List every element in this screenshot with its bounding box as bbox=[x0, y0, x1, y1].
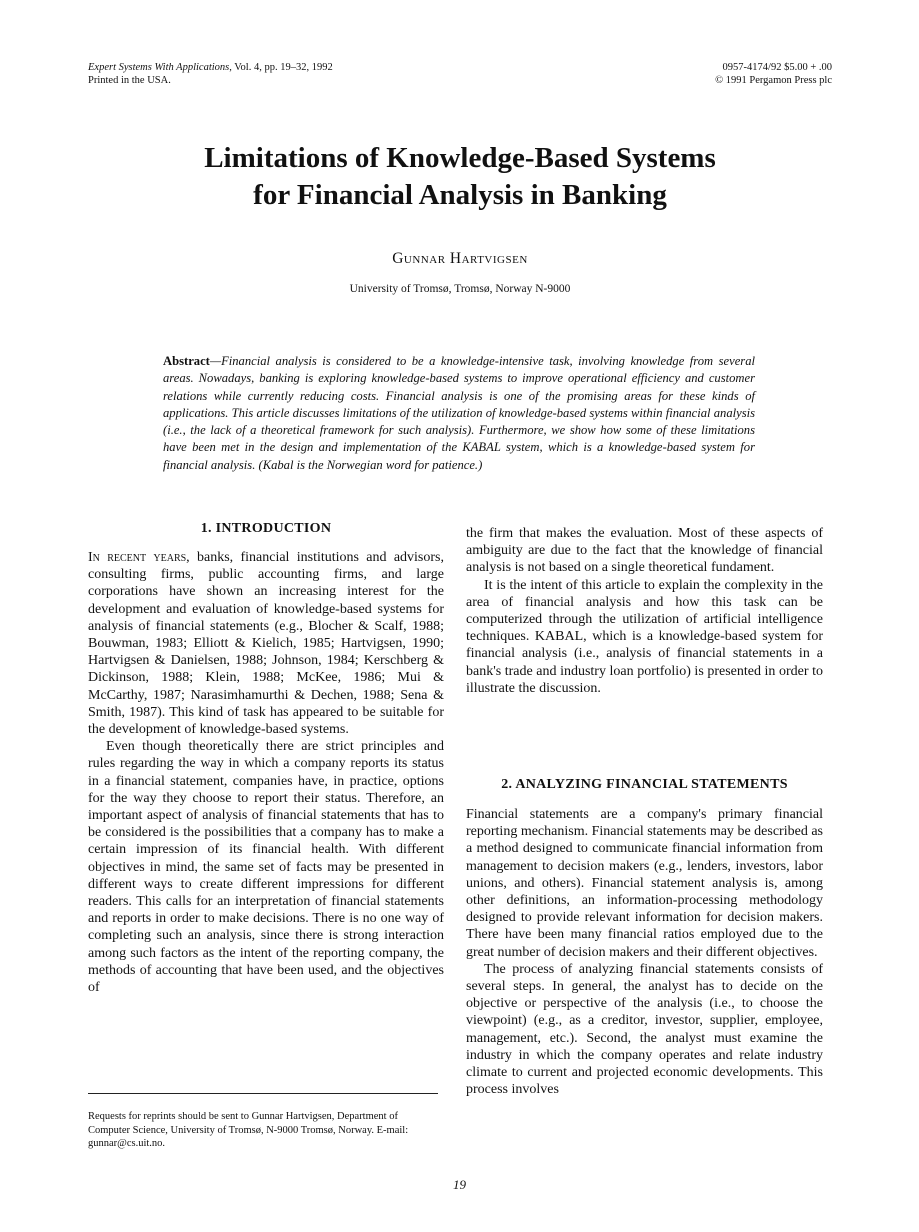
copyright: © 1991 Pergamon Press plc bbox=[715, 74, 832, 86]
journal-citation: , Vol. 4, pp. 19–32, 1992 bbox=[229, 62, 333, 73]
abstract bbox=[163, 353, 755, 474]
printed-note: Printed in the USA. bbox=[88, 74, 171, 86]
abstract-label: Abstract bbox=[163, 354, 210, 368]
section-body-analyzing bbox=[466, 806, 823, 1098]
title-line-2: for Financial Analysis in Banking bbox=[253, 179, 667, 211]
article-title bbox=[60, 140, 860, 214]
footnote-rule bbox=[88, 1093, 438, 1094]
running-header-left bbox=[88, 62, 508, 87]
author-name: Gunnar Hartvigsen bbox=[392, 250, 528, 267]
paragraph: The process of analyzing financial statements consists of several steps. In general, the analyst has to decide on the objective or perspective of the analysis (i.e., to choose the viewpoint) (e.g., as a creditor, investor, supplier, employee, management, etc.). Second, the analyst must examine the industry in which the company operates and relate industry climate to current and projected economic developments. This process involves bbox=[466, 961, 823, 1098]
journal-name: Expert Systems With Applications bbox=[88, 62, 230, 73]
section-heading-analyzing: 2. ANALYZING FINANCIAL STATEMENTS bbox=[501, 777, 788, 792]
section-heading-introduction: 1. INTRODUCTION bbox=[200, 521, 332, 536]
page-number: 19 bbox=[453, 1177, 466, 1192]
paragraph: It is the intent of this article to explain the complexity in the area of financial analysis and how this task can be computerized through the utilization of artificial intelligence techniques. KABAL, which is a knowledge-based system for financial analysis (i.e., analysis of financial statements in a bank's trade and industry loan portfolio) is presented in order to illustrate the discussion. bbox=[466, 577, 823, 696]
paragraph: Financial statements are a company's primary financial reporting mechanism. Financial statements may be described as a method designed to communicate financial information from management to decision makers (e.g., lenders, investors, labor unions, and others). Financial statement analysis is, among other definitions, an information-processing methodology designed to provide relevant information for decision makers. There have been many financial ratios employed due to the great number of decision makers and their different objectives. bbox=[466, 807, 823, 960]
paragraph: the firm that makes the evaluation. Most of these aspects of ambiguity are due to the fact that the knowledge of financial analysis is not based on a single theoretical fundament. bbox=[466, 526, 823, 576]
title-line-1: Limitations of Knowledge-Based Systems bbox=[204, 142, 716, 174]
paragraph bbox=[88, 549, 444, 738]
column-right bbox=[466, 525, 823, 697]
author-affiliation: University of Tromsø, Tromsø, Norway N-9000 bbox=[349, 283, 571, 295]
paragraph: Even though theoretically there are strict principles and rules regarding the way in which a company reports its status in a financial statement, companies have, in practice, options for the way they choose to report their status. Therefore, an important aspect of analysis of financial statements that has to be considered is the possibilities that a company has to make a certain impression of its financial health. With different objectives in mind, the same set of facts may be presented in different ways to create different impressions for different readers. This calls for an interpretation of financial statements and reports in order to make decisions. There is no one way of completing such an analysis, since there is strong interaction among such factors as the intent of the reporting company, the methods of accounting that have been used, and the objectives of bbox=[88, 739, 444, 996]
paragraph-text: banks, financial institutions and advisors, consulting firms, public accounting firms, and large corporations have shown an increasing interest for the development and evaluation of knowledge-based systems for analysis of financial statements (e.g., Blocher & Scalf, 1988; Bouwman, 1983; Elliott & Kielich, 1985; Hartvigsen, 1990; Hartvigsen & Danielsen, 1988; Johnson, 1984; Kerschberg & Dickinson, 1988; Klein, 1988; McKee, 1986; Mui & McCarthy, 1987; Narasimhamurthi & Dechen, 1988; Sena & Smith, 1987). This kind of task has appeared to be suitable for the development of knowledge-based systems. bbox=[88, 550, 444, 738]
abstract-text: —Financial analysis is considered to be a knowledge-intensive task, involving knowledge from several areas. Nowadays, banking is exploring knowledge-based systems to improve operational efficiency and customer relations while currently reducing costs. Financial analysis is one of the promising areas for these kinds of applications. This article discusses limitations of the utilization of knowledge-based systems within financial analysis (i.e., the lack of a theoretical framework for such analysis). Furthermore, we show how some of these limitations have been met in the design and implementation of the KABAL system, which is a knowledge-based system for financial analysis. (Kabal is the Norwegian word for patience.) bbox=[163, 354, 755, 472]
issn-price: 0957-4174/92 $5.00 + .00 bbox=[722, 62, 832, 73]
column-left bbox=[88, 549, 444, 996]
lead-in: In recent years, bbox=[88, 550, 190, 565]
footnote: Requests for reprints should be sent to Gunnar Hartvigsen, Department of Computer Science, University of Tromsø, N-9000 Tromsø, Norway. E-mail: gunnar@cs.uit.no. bbox=[88, 1111, 409, 1149]
running-header-right bbox=[560, 62, 832, 87]
